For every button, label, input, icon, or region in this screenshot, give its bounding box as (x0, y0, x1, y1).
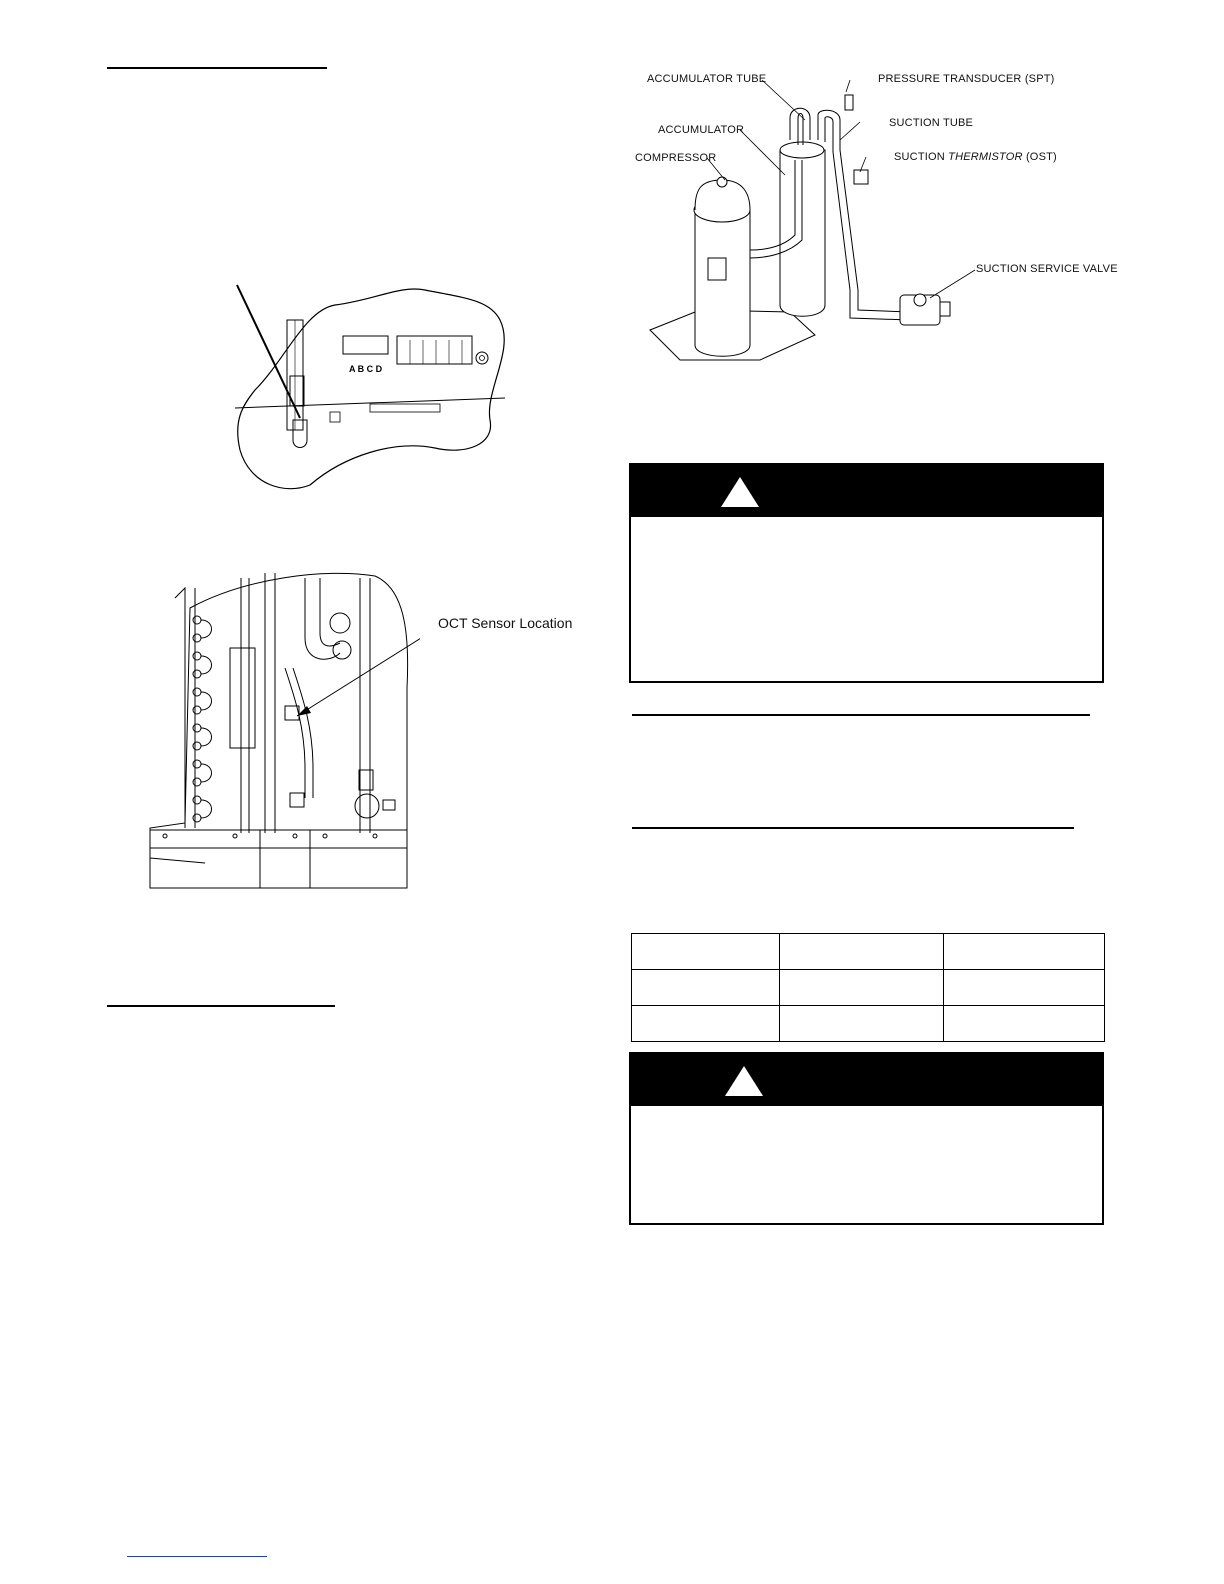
label-suction-thermistor-prefix: SUCTION (894, 151, 949, 163)
section-rule-top-left (107, 67, 327, 69)
section-rule-right-1 (632, 714, 1090, 716)
table-row (632, 970, 1105, 1006)
label-accumulator-tube: ACCUMULATOR TUBE (647, 73, 767, 85)
table-cell (944, 934, 1105, 970)
oct-sensor-label: OCT Sensor Location (438, 615, 573, 631)
table-cell (632, 1006, 780, 1042)
label-suction-thermistor-suffix: (OST) (1022, 151, 1057, 163)
warning-box-2 (629, 1052, 1104, 1225)
table-cell (632, 934, 780, 970)
table-row (632, 934, 1105, 970)
label-suction-service-valve: SUCTION SERVICE VALVE (976, 263, 1118, 275)
footer-link-underline[interactable] (127, 1556, 267, 1557)
connector-letters: A B C D (349, 364, 383, 374)
label-suction-thermistor-italic: THERMISTOR (948, 151, 1023, 163)
table-cell (632, 970, 780, 1006)
section-rule-right-2 (632, 827, 1074, 829)
table-cell (780, 1006, 944, 1042)
board-detail-figure (225, 280, 525, 495)
label-pressure-transducer: PRESSURE TRANSDUCER (SPT) (878, 73, 1055, 85)
warning-triangle-icon (725, 1066, 763, 1096)
table-cell (944, 970, 1105, 1006)
oct-sensor-figure (145, 568, 420, 893)
warning-header-1 (631, 465, 1102, 517)
table-row (632, 1006, 1105, 1042)
warning-triangle-icon (721, 477, 759, 507)
warning-header-2 (631, 1054, 1102, 1106)
table-cell (780, 934, 944, 970)
label-suction-tube: SUCTION TUBE (889, 117, 974, 129)
warning-box-1 (629, 463, 1104, 683)
table-cell (780, 970, 944, 1006)
table-cell (944, 1006, 1105, 1042)
label-suction-thermistor (894, 151, 1057, 163)
data-table (631, 933, 1105, 1042)
label-compressor: COMPRESSOR (635, 152, 717, 164)
label-accumulator: ACCUMULATOR (658, 124, 745, 136)
section-rule-mid-left (107, 1005, 335, 1007)
